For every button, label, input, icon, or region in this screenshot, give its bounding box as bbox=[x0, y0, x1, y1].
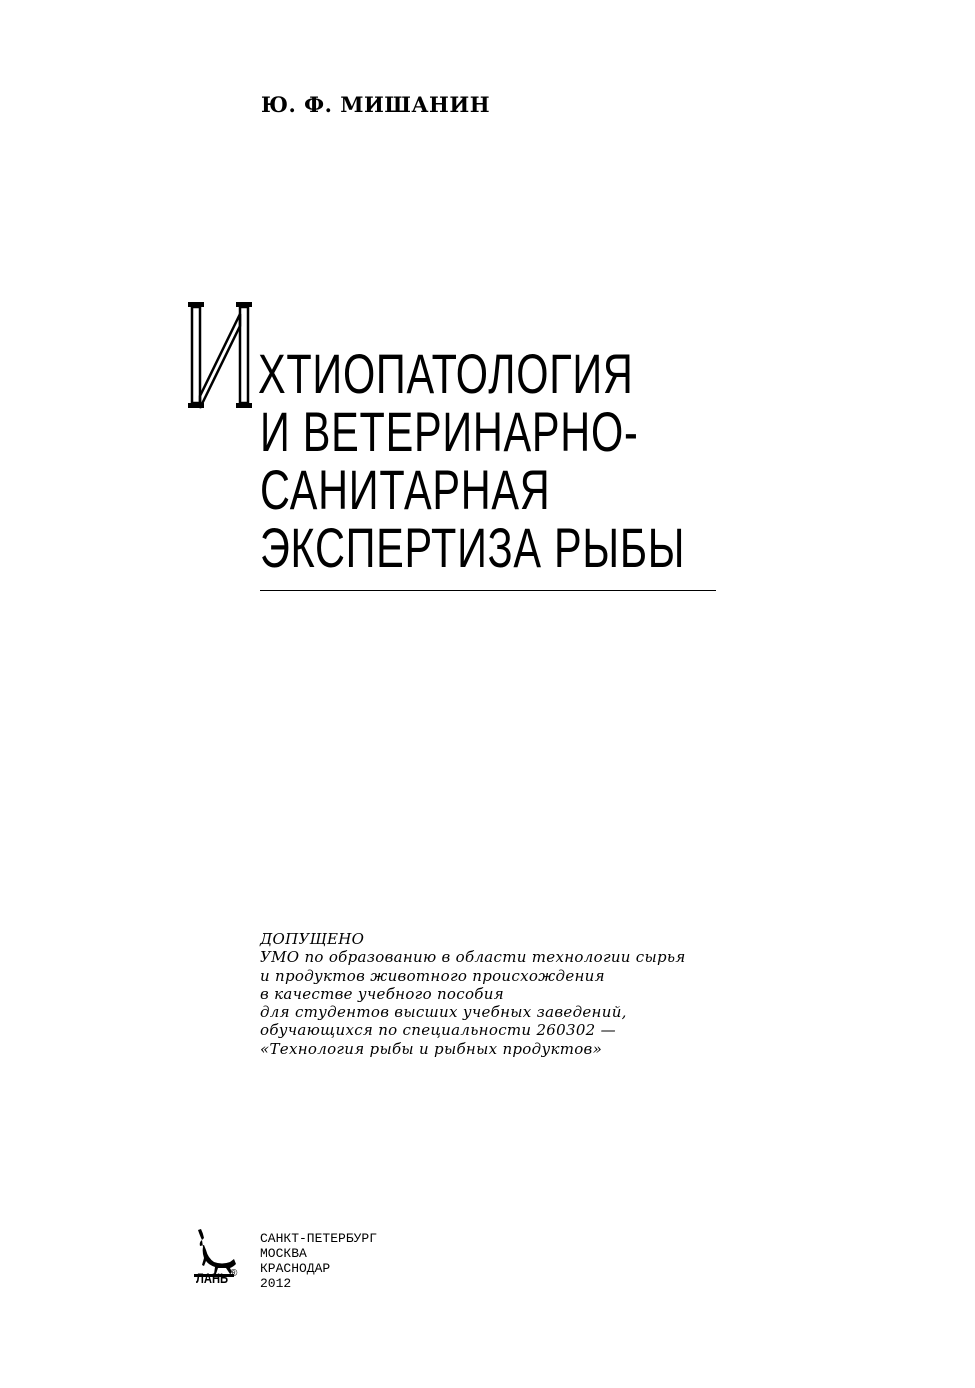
registered-mark: ® bbox=[230, 1268, 238, 1279]
city-name: САНКТ-ПЕТЕРБУРГ bbox=[260, 1231, 378, 1246]
approval-line: для студентов высших учебных заведений, bbox=[260, 1003, 627, 1022]
title-line-3: САНИТАРНАЯ bbox=[260, 458, 551, 521]
approval-block bbox=[260, 930, 686, 1058]
title-line-1: ХТИОПАТОЛОГИЯ bbox=[258, 342, 634, 405]
title-dropcap bbox=[186, 300, 256, 412]
title-line-4: ЭКСПЕРТИЗА РЫБЫ bbox=[260, 516, 686, 579]
approval-line: «Технология рыбы и рыбных продуктов» bbox=[260, 1039, 603, 1058]
publisher-logo-text: ЛАНЬ bbox=[196, 1270, 229, 1286]
dropcap-letter: И bbox=[186, 300, 187, 301]
approval-heading: ДОПУЩЕНО bbox=[260, 930, 365, 948]
city-name: КРАСНОДАР bbox=[260, 1261, 331, 1276]
approval-line: обучающихся по специальности 260302 — bbox=[260, 1021, 616, 1040]
title-underline-rule bbox=[260, 590, 716, 591]
approval-line: в качестве учебного пособия bbox=[260, 984, 504, 1003]
city-name: МОСКВА bbox=[260, 1246, 307, 1261]
approval-line: и продуктов животного происхождения bbox=[260, 966, 605, 985]
title-line-2: И ВЕТЕРИНАРНО- bbox=[260, 400, 639, 463]
publication-year: 2012 bbox=[260, 1276, 292, 1291]
publisher-cities bbox=[260, 1231, 377, 1291]
author-name: Ю. Ф. МИШАНИН bbox=[261, 92, 491, 117]
approval-line: УМО по образованию в области технологии сырья bbox=[260, 948, 686, 967]
